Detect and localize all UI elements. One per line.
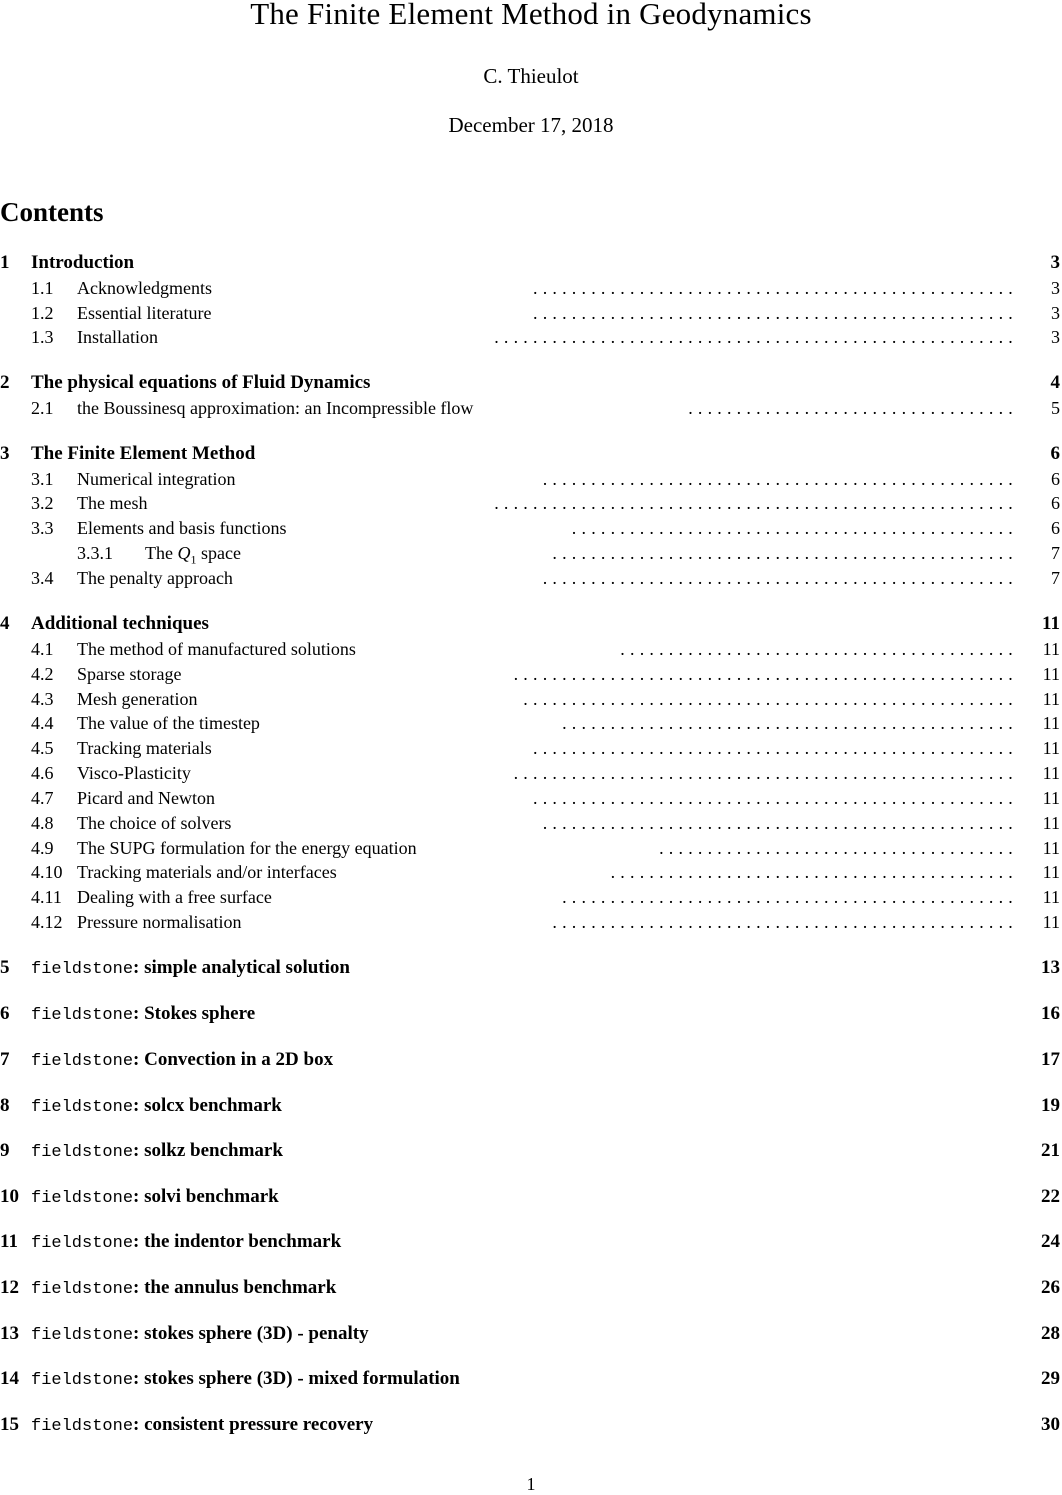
toc-entry-4-7[interactable] [0, 787, 1062, 809]
toc-entry-title-text: : stokes sphere (3D) - mixed formulation [133, 1368, 460, 1389]
document-date: December 17, 2018 [448, 113, 614, 137]
toc-entry-page: 11 [1042, 713, 1060, 733]
toc-entry-page: 4 [1050, 372, 1060, 393]
toc-entry-8[interactable] [0, 1095, 1062, 1117]
toc-entry-math: Q [177, 543, 191, 563]
toc-entry-title [31, 1095, 282, 1119]
toc-entry-number: 15 [0, 1414, 19, 1435]
toc-dot-leader: ..................................... [659, 838, 1018, 858]
toc-dot-leader: ................................................... [523, 689, 1018, 709]
toc-entry-4-6[interactable] [0, 762, 1062, 784]
toc-entry-3-4[interactable] [0, 567, 1062, 589]
toc-entry-number: 5 [0, 957, 10, 978]
toc-entry-number: 10 [0, 1186, 19, 1207]
toc-entry-page: 3 [1051, 278, 1060, 298]
toc-entry-title: The mesh [77, 493, 148, 513]
toc-entry-title: Tracking materials [77, 738, 212, 758]
toc-entry-title [31, 1277, 336, 1301]
toc-entry-number: 8 [0, 1095, 10, 1116]
toc-entry-3-3[interactable] [0, 517, 1062, 539]
toc-entry-title: Tracking materials and/or interfaces [77, 862, 337, 882]
toc-dot-leader: ................................................. [542, 469, 1018, 489]
toc-entry-title: The physical equations of Fluid Dynamics [31, 372, 371, 393]
toc-entry-page: 6 [1051, 493, 1060, 513]
toc-entry-title [31, 1003, 255, 1027]
toc-entry-4-11[interactable] [0, 886, 1062, 908]
toc-entry-title [31, 957, 350, 981]
toc-entry-title-text: : Convection in a 2D box [133, 1049, 334, 1070]
toc-entry-4-1[interactable] [0, 638, 1062, 660]
toc-dot-leader: .................................................. [533, 303, 1018, 323]
toc-entry-number: 4.9 [31, 838, 54, 858]
toc-entry-number: 3.1 [31, 469, 54, 489]
toc-entry-title-text: : solkz benchmark [133, 1140, 283, 1161]
toc-entry-code: fieldstone [31, 1189, 134, 1208]
toc-entry-title-text: : stokes sphere (3D) - penalty [133, 1323, 369, 1344]
toc-entry-title-text: : the indentor benchmark [133, 1231, 342, 1252]
toc-dot-leader: ............................................... [562, 887, 1018, 907]
toc-entry-page: 5 [1051, 398, 1060, 418]
toc-entry-title-text: : consistent pressure recovery [133, 1414, 374, 1435]
toc-entry-code: fieldstone [31, 1052, 134, 1071]
toc-entry-3[interactable] [0, 443, 1062, 465]
toc-entry-page: 11 [1042, 838, 1060, 858]
toc-entry-14[interactable] [0, 1368, 1062, 1390]
toc-entry-9[interactable] [0, 1140, 1062, 1162]
toc-entry-title [31, 1186, 279, 1210]
toc-entry-page: 3 [1050, 252, 1060, 273]
toc-entry-page: 13 [1041, 957, 1060, 978]
toc-dot-leader: .................................................. [533, 278, 1018, 298]
toc-entry-number: 4.2 [31, 664, 54, 684]
toc-entry-12[interactable] [0, 1277, 1062, 1299]
toc-entry-page: 11 [1042, 689, 1060, 709]
toc-entry-page: 30 [1041, 1414, 1060, 1435]
toc-entry-number: 3.3 [31, 518, 54, 538]
toc-entry-4[interactable] [0, 613, 1062, 635]
toc-entry-number: 12 [0, 1277, 19, 1298]
toc-entry-title [31, 1368, 460, 1392]
toc-entry-number: 3.3.1 [77, 543, 113, 563]
toc-entry-4-3[interactable] [0, 688, 1062, 710]
toc-entry-title-text: : the annulus benchmark [133, 1277, 337, 1298]
toc-entry-number: 1.1 [31, 278, 54, 298]
toc-entry-number: 4.5 [31, 738, 54, 758]
toc-entry-title: Elements and basis functions [77, 518, 287, 538]
toc-entry-1-3[interactable] [0, 326, 1062, 348]
toc-entry-number: 1 [0, 252, 10, 273]
toc-dot-leader: ...................................................... [494, 493, 1018, 513]
toc-entry-code: fieldstone [31, 1280, 134, 1299]
toc-entry-code: fieldstone [31, 1143, 134, 1162]
toc-entry-number: 4.8 [31, 813, 54, 833]
toc-dot-leader: ............................................... [562, 713, 1018, 733]
toc-entry-number: 4.6 [31, 763, 54, 783]
toc-entry-number: 2.1 [31, 398, 54, 418]
toc-entry-title-text: : solcx benchmark [133, 1095, 282, 1116]
toc-dot-leader: .......................................... [610, 862, 1018, 882]
toc-entry-1-2[interactable] [0, 302, 1062, 324]
toc-entry-title [31, 1323, 369, 1347]
toc-dot-leader: .................................................. [533, 788, 1018, 808]
toc-entry-title [31, 1140, 283, 1164]
toc-entry-number: 4.12 [31, 912, 63, 932]
toc-entry-number: 3.4 [31, 568, 54, 588]
toc-entry-3-2[interactable] [0, 492, 1062, 514]
toc-entry-4-12[interactable] [0, 911, 1062, 933]
toc-entry-title [31, 1049, 333, 1073]
toc-entry-title: The SUPG formulation for the energy equation [77, 838, 417, 858]
toc-dot-leader: ......................................... [620, 639, 1018, 659]
toc-entry-title: The penalty approach [77, 568, 233, 588]
toc-entry-number: 11 [0, 1231, 18, 1252]
toc-entry-number: 14 [0, 1368, 19, 1389]
toc-dot-leader: ................................................. [542, 568, 1018, 588]
toc-entry-number: 4.10 [31, 862, 63, 882]
toc-entry-page: 21 [1041, 1140, 1060, 1161]
toc-entry-3-3-1[interactable] [0, 542, 1062, 567]
toc-entry-title: Numerical integration [77, 469, 236, 489]
toc-entry-number: 9 [0, 1140, 10, 1161]
toc-entry-page: 26 [1041, 1277, 1060, 1298]
toc-entry-title: Sparse storage [77, 664, 182, 684]
toc-dot-leader: .................................................. [533, 738, 1018, 758]
toc-dot-leader: .................................. [688, 398, 1018, 418]
toc-entry-page: 6 [1050, 443, 1060, 464]
toc-dot-leader: ................................................ [552, 543, 1018, 563]
toc-entry-4-2[interactable] [0, 663, 1062, 685]
toc-entry-4-9[interactable] [0, 837, 1062, 859]
toc-entry-number: 4.7 [31, 788, 54, 808]
toc-entry-4-8[interactable] [0, 812, 1062, 834]
toc-dot-leader: .................................................... [513, 763, 1018, 783]
toc-entry-code: fieldstone [31, 1098, 134, 1117]
toc-entry-title: Pressure normalisation [77, 912, 242, 932]
toc-entry-title: Installation [77, 327, 158, 347]
toc-entry-page: 29 [1041, 1368, 1060, 1389]
toc-entry-4-5[interactable] [0, 737, 1062, 759]
toc-entry-page: 24 [1041, 1231, 1060, 1252]
toc-entry-title [31, 1414, 373, 1438]
toc-entry-10[interactable] [0, 1186, 1062, 1208]
toc-dot-leader: ................................................ [552, 912, 1018, 932]
toc-entry-title-text: : solvi benchmark [133, 1186, 279, 1207]
toc-entry-number: 2 [0, 372, 10, 393]
contents-heading: Contents [0, 197, 104, 227]
toc-entry-11[interactable] [0, 1231, 1062, 1253]
toc-entry-page: 11 [1042, 788, 1060, 808]
toc-entry-1[interactable] [0, 252, 1062, 274]
toc-entry-page: 11 [1042, 664, 1060, 684]
toc-entry-7[interactable] [0, 1049, 1062, 1071]
toc-entry-title: The method of manufactured solutions [77, 639, 356, 659]
toc-entry-title [31, 1231, 341, 1255]
toc-entry-page: 17 [1041, 1049, 1060, 1070]
toc-entry-number: 6 [0, 1003, 10, 1024]
toc-entry-page: 28 [1041, 1323, 1060, 1344]
toc-entry-title: Introduction [31, 252, 135, 273]
toc-entry-page: 11 [1042, 813, 1060, 833]
toc-dot-leader: ................................................. [542, 813, 1018, 833]
toc-entry-page: 6 [1051, 469, 1060, 489]
document-author: C. Thieulot [483, 64, 579, 88]
toc-entry-15[interactable] [0, 1414, 1062, 1436]
toc-entry-title-text: : Stokes sphere [133, 1003, 256, 1024]
toc-dot-leader: ...................................................... [494, 327, 1018, 347]
toc-entry-number: 1.3 [31, 327, 54, 347]
toc-entry-title: Picard and Newton [77, 788, 215, 808]
toc-entry-number: 4.3 [31, 689, 54, 709]
toc-entry-page: 11 [1042, 738, 1060, 758]
toc-entry-page: 11 [1042, 887, 1060, 907]
toc-entry-title: Visco-Plasticity [77, 763, 191, 783]
toc-entry-6[interactable] [0, 1003, 1062, 1025]
toc-entry-4-10[interactable] [0, 861, 1062, 883]
toc-entry-code: fieldstone [31, 1417, 134, 1436]
toc-entry-number: 1.2 [31, 303, 54, 323]
toc-entry-page: 11 [1042, 639, 1060, 659]
toc-entry-2[interactable] [0, 372, 1062, 394]
toc-entry-page: 11 [1042, 763, 1060, 783]
toc-entry-title: The choice of solvers [77, 813, 232, 833]
toc-entry-1-1[interactable] [0, 277, 1062, 299]
toc-entry-title: Dealing with a free surface [77, 887, 272, 907]
toc-entry-page: 3 [1051, 327, 1060, 347]
toc-entry-page: 16 [1041, 1003, 1060, 1024]
toc-entry-title: Acknowledgments [77, 278, 212, 298]
toc-entry-title: Mesh generation [77, 689, 198, 709]
toc-entry-number: 4 [0, 613, 10, 634]
toc-entry-2-1[interactable] [0, 397, 1062, 419]
toc-entry-number: 3.2 [31, 493, 54, 513]
toc-entry-title: Essential literature [77, 303, 212, 323]
toc-entry-page: 11 [1042, 862, 1060, 882]
toc-entry-number: 7 [0, 1049, 10, 1070]
toc-entry-code: fieldstone [31, 1234, 134, 1253]
toc-entry-4-4[interactable] [0, 712, 1062, 734]
toc-entry-code: fieldstone [31, 960, 134, 979]
toc-dot-leader: .................................................... [513, 664, 1018, 684]
toc-entry-page: 6 [1051, 518, 1060, 538]
toc-entry-code: fieldstone [31, 1006, 134, 1025]
toc-entry-page: 19 [1041, 1095, 1060, 1116]
toc-entry-page: 11 [1042, 613, 1060, 634]
toc-entry-code: fieldstone [31, 1371, 134, 1390]
toc-entry-title-text: The [145, 543, 178, 563]
page-number: 1 [526, 1474, 536, 1494]
toc-entry-page: 22 [1041, 1186, 1060, 1207]
document-title: The Finite Element Method in Geodynamics [250, 0, 812, 31]
toc-entry-number: 4.4 [31, 713, 54, 733]
toc-entry-page: 3 [1051, 303, 1060, 323]
toc-entry-page: 7 [1051, 543, 1060, 563]
toc-entry-title-text: space [196, 543, 241, 563]
toc-entry-number: 4.11 [31, 887, 62, 907]
toc-entry-number: 4.1 [31, 639, 54, 659]
toc-entry-title: Additional techniques [31, 613, 209, 634]
toc-entry-number: 3 [0, 443, 10, 464]
toc-entry-5[interactable] [0, 957, 1062, 979]
toc-entry-page: 7 [1051, 568, 1060, 588]
toc-dot-leader: .............................................. [571, 518, 1018, 538]
toc-entry-code: fieldstone [31, 1326, 134, 1345]
toc-entry-title: the Boussinesq approximation: an Incompressible flow [77, 398, 474, 418]
toc-entry-page: 11 [1042, 912, 1060, 932]
toc-entry-number: 13 [0, 1323, 19, 1344]
toc-entry-3-1[interactable] [0, 468, 1062, 490]
toc-entry-title-text: : simple analytical solution [133, 957, 350, 978]
toc-entry-title: The Finite Element Method [31, 443, 256, 464]
toc-entry-math-subscript: 1 [190, 552, 197, 567]
toc-entry-13[interactable] [0, 1323, 1062, 1345]
toc-entry-title: The value of the timestep [77, 713, 260, 733]
